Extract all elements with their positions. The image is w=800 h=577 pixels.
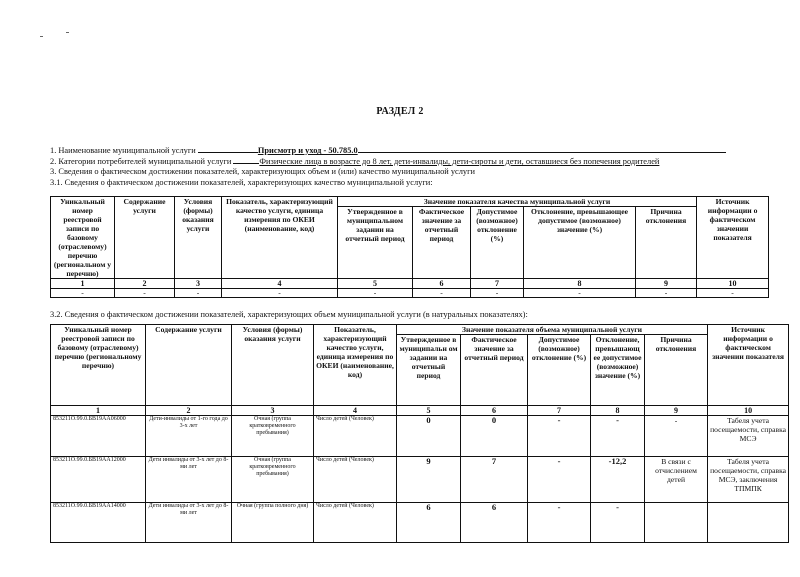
t2-row-reason: В связи с отчислением детей [645,457,708,503]
t2-col-number: 10 [708,406,789,416]
t1-empty-cell: - [115,289,175,298]
t2-header-conditions: Условия (формы) оказания услуги [232,325,314,406]
t1-empty-cell: - [338,289,413,298]
t1-header-conditions: Условия (формы) оказания услуги [175,197,222,279]
t2-header-actual: Фактическое значение за отчетный период [461,335,528,406]
t1-header-unique: Уникальный номер реестровой записи по базовому (отраслевому) перечню (региональном у перечню) [51,197,115,279]
t2-row-conditions: Очная (группа полного дня) [232,503,314,543]
service-name-value: Присмотр и уход - 50.785.0 [257,146,358,155]
t2-row-allowed: - [528,503,591,543]
table-row [51,503,789,543]
t1-col-number: 7 [471,279,524,289]
t1-empty-cell: - [222,289,338,298]
t2-row-actual: 0 [461,416,528,457]
t2-row-deviation: - [591,503,645,543]
t2-row-deviation: - [591,416,645,457]
t1-col-number: 3 [175,279,222,289]
t2-row-content: Дети инвалиды от 3-х лет до 8-ми лет [146,457,232,503]
section-3-1-heading: 3.1. Сведения о фактическом достижении показателей, характеризующих качество муниципальной услуги: [50,178,433,187]
t1-header-content: Содержание услуги [115,197,175,279]
t1-col-number: 8 [524,279,636,289]
service-name-label: 1. Наименование муниципальной услуги [50,146,196,155]
t2-header-allowed: Допустимое (возможное) отклонение (%) [528,335,591,406]
t2-row-content: Дети инвалиды от 3-х лет до 8-ми лет [146,503,232,543]
t2-row-reason: - [645,416,708,457]
t1-header-indicator: Показатель, характеризующий качество услуги, единица измерения по ОКЕИ (наименование, код) [222,197,338,279]
t2-row-code: 853211О.99.0.БВ19АА12000 [51,457,146,503]
underline-lead [233,156,259,164]
t2-row-source: Табеля учета посещаемости, справка МСЭ, заключения ТПМПК [708,457,789,503]
consumer-category-value: Физические лица в возрасте до 8 лет, дети-инвалиды, дети-сироты и дети, оставшиеся без попечения родителей [259,157,660,166]
t1-col-number: 2 [115,279,175,289]
t2-header-unique: Уникальный номер реестровой записи по базовому (отраслевому) перечню (региональному перечню) [51,325,146,406]
consumer-category-label: 2. Категории потребителей муниципальной услуги [50,157,232,166]
t1-empty-cell: - [697,289,769,298]
t2-header-reason: Причина отклонения [645,335,708,406]
t2-row-indicator: Число детей (Человек) [314,503,397,543]
quality-indicators-table [50,196,769,298]
t2-row-reason [645,503,708,543]
t1-header-source: Источник информации о фактическом значении показателя [697,197,769,279]
t2-row-allowed: - [528,457,591,503]
t1-col-number: 1 [51,279,115,289]
volume-indicators-table [50,324,789,543]
t1-col-number: 6 [413,279,471,289]
t2-row-conditions: Очная (группа кратковременного пребывания) [232,416,314,457]
t2-header-indicator: Показатель, характеризующий качество услуги, единица измерения по ОКЕИ (наименование, код) [314,325,397,406]
t1-col-number: 5 [338,279,413,289]
underline-tail [358,145,726,153]
t1-empty-cell: - [413,289,471,298]
t1-header-group: Значение показателя качества муниципальной услуги [338,197,697,207]
t2-row-indicator: Число детей (Человек) [314,457,397,503]
section-3-heading: 3. Сведения о фактическом достижении показателей, характеризующих объем и (или) качество муниципальной услуги [50,167,476,176]
section-3-2-heading: 3.2. Сведения о фактическом достижении показателей, характеризующих объем муниципальной услуги (в натуральных показателях): [50,310,528,319]
t2-col-number: 6 [461,406,528,416]
t2-row-content: Дети-инвалиды от 1-го года до 3-х лет [146,416,232,457]
section-title: РАЗДЕЛ 2 [376,106,424,117]
t2-row-code: 853211О.99.0.БВ19АА14000 [51,503,146,543]
t2-row-approved: 0 [397,416,461,457]
table-row [51,416,789,457]
t2-row-source [708,503,789,543]
t2-header-approved: Утвержденное в муниципальн ом задании на отчетный период [397,335,461,406]
t1-header-reason: Причина отклонения [636,207,697,279]
scan-speck [40,36,43,37]
t2-row-approved: 6 [397,503,461,543]
t2-col-number: 5 [397,406,461,416]
t1-empty-cell: - [524,289,636,298]
t2-row-source: Табеля учета посещаемости, справка МСЭ [708,416,789,457]
t1-empty-cell: - [636,289,697,298]
t1-empty-cell: - [175,289,222,298]
underline-lead [198,145,258,153]
t2-col-number: 3 [232,406,314,416]
scan-speck [66,32,69,33]
consumer-category-line [50,156,659,166]
t2-col-number: 8 [591,406,645,416]
t2-row-actual: 7 [461,457,528,503]
service-name-line [50,145,726,155]
t1-header-approved: Утвержденное в муниципальном задании на отчетный период [338,207,413,279]
t2-col-number: 1 [51,406,146,416]
t2-header-content: Содержание услуги [146,325,232,406]
t1-col-number: 9 [636,279,697,289]
t1-header-allowed: Допустимое (возможное) отклонение (%) [471,207,524,279]
t2-col-number: 4 [314,406,397,416]
t2-row-indicator: Число детей (Человек) [314,416,397,457]
t2-col-number: 7 [528,406,591,416]
t2-row-code: 853211О.99.0.БВ19АА06000 [51,416,146,457]
t2-row-conditions: Очная (группа кратковременного пребывания) [232,457,314,503]
t2-header-deviation: Отклонение, превышающ ее допустимое (возможное) значение (%) [591,335,645,406]
t1-col-number: 10 [697,279,769,289]
t2-col-number: 2 [146,406,232,416]
t2-row-actual: 6 [461,503,528,543]
t1-header-deviation: Отклонение, превышающее допустимое (возможное) значение (%) [524,207,636,279]
t2-col-number: 9 [645,406,708,416]
t1-col-number: 4 [222,279,338,289]
t1-header-actual: Фактическое значение за отчетный период [413,207,471,279]
t1-empty-cell: - [51,289,115,298]
t1-empty-cell: - [471,289,524,298]
t2-header-group: Значение показателя объема муниципальной услуги [397,325,708,335]
t2-row-approved: 9 [397,457,461,503]
table-row [51,457,789,503]
t2-row-deviation: -12,2 [591,457,645,503]
t2-row-allowed: - [528,416,591,457]
t2-header-source: Источник информации о фактическом значении показателя [708,325,789,406]
